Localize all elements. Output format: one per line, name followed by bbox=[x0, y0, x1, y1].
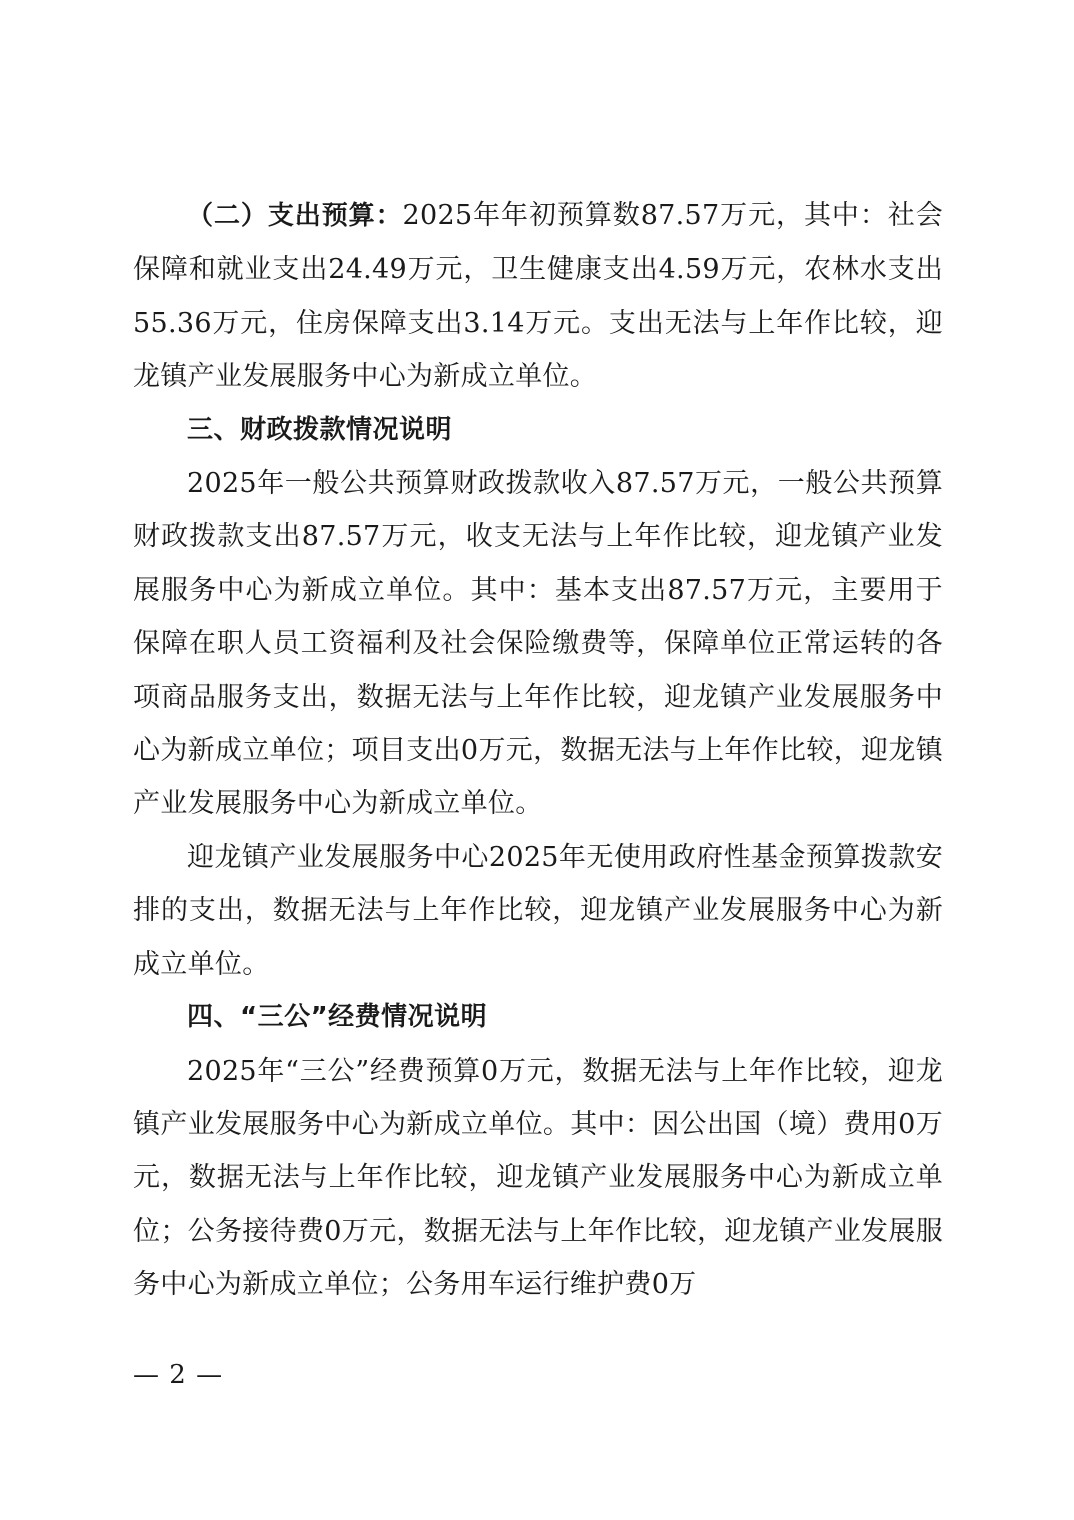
document-body bbox=[133, 189, 943, 1312]
fiscal-appropriation-paragraph bbox=[133, 457, 943, 831]
section-heading-fiscal-appropriation: 三、财政拨款情况说明 bbox=[187, 414, 453, 445]
government-fund-text: 迎龙镇产业发展服务中心2025年无使用政府性基金预算拨款安排的支出，数据无法与上年作比较，迎龙镇产业发展服务中心为新成立单位。 bbox=[133, 841, 943, 980]
three-public-expenses-text: 2025年“三公”经费预算0万元，数据无法与上年作比较，迎龙镇产业发展服务中心为新成立单位。其中：因公出国（境）费用0万元，数据无法与上年作比较，迎龙镇产业发展服务中心为新成立单位；公务接待费0万元，数据无法与上年作比较，迎龙镇产业发展服务中心为新成立单位；公务用车运行维护费0万 bbox=[133, 1055, 943, 1301]
three-public-expenses-paragraph bbox=[133, 1045, 943, 1312]
page-number: — 2 — bbox=[133, 1360, 224, 1390]
expenditure-budget-lead: （二）支出预算： bbox=[187, 201, 403, 231]
section-heading-three-public-expenses: 四、“三公”经费情况说明 bbox=[187, 1002, 488, 1033]
expenditure-budget-text: 2025年年初预算数87.57万元，其中：社会保障和就业支出24.49万元，卫生健康支出4.59万元，农林水支出55.36万元，住房保障支出3.14万元。支出无法与上年作比较，迎龙镇产业发展服务中心为新成立单位。 bbox=[133, 200, 943, 393]
fiscal-appropriation-text: 2025年一般公共预算财政拨款收入87.57万元，一般公共预算财政拨款支出87.57万元，收支无法与上年作比较，迎龙镇产业发展服务中心为新成立单位。其中：基本支出87.57万元，主要用于保障在职人员工资福利及社会保险缴费等，保障单位正常运转的各项商品服务支出，数据无法与上年作比较，迎龙镇产业发展服务中心为新成立单位；项目支出0万元，数据无法与上年作比较，迎龙镇产业发展服务中心为新成立单位。 bbox=[133, 468, 943, 820]
government-fund-paragraph bbox=[133, 831, 943, 991]
expenditure-budget-paragraph bbox=[133, 189, 943, 404]
